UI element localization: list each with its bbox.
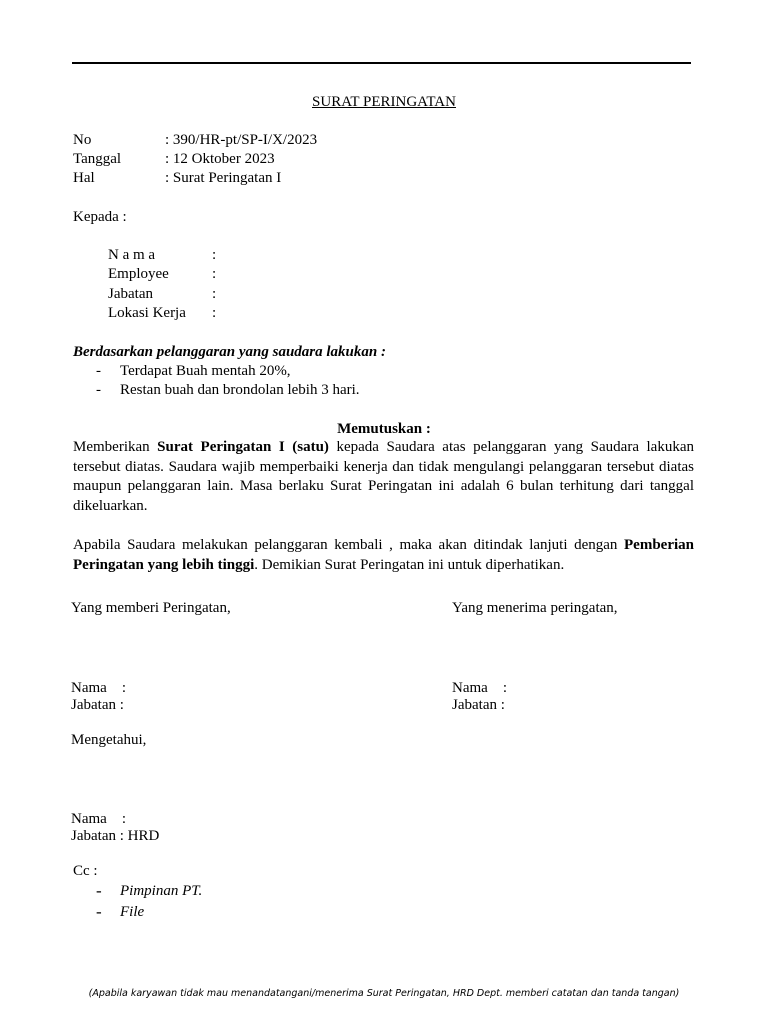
witness-caption: Mengetahui,	[71, 732, 147, 748]
meta-no-label: No	[73, 132, 92, 148]
cc-bullet: -	[96, 881, 102, 900]
recipient-name-label: N a m a	[108, 247, 156, 263]
giver-signature-caption: Yang memberi Peringatan,	[71, 600, 231, 616]
witness-position-field: Jabatan : HRD	[71, 828, 160, 844]
recipient-location-label: Lokasi Kerja	[108, 305, 186, 321]
meta-subject-label: Hal	[73, 170, 95, 186]
escalation-text: . Demikian Surat Peringatan ini untuk diperhatikan.	[254, 556, 565, 573]
meta-subject-value: : Surat Peringatan I	[165, 170, 282, 186]
meta-date-value: : 12 Oktober 2023	[165, 151, 275, 167]
document-title: SURAT PERINGATAN	[312, 94, 456, 110]
footnote: (Apabila karyawan tidak mau menandatangani/menerima Surat Peringatan, HRD Dept. memberi catatan dan tanda tangan)	[88, 988, 680, 999]
header-rule	[72, 62, 691, 64]
cc-bullet: -	[96, 902, 102, 921]
escalation-paragraph	[73, 536, 694, 575]
recipient-employee-label: Employee	[108, 266, 169, 282]
violation-bullet: -	[96, 382, 101, 398]
meta-no-value: : 390/HR-pt/SP-I/X/2023	[165, 132, 318, 148]
cc-item: File	[120, 904, 145, 920]
recipient-location-colon: :	[212, 305, 217, 321]
recipient-position-colon: :	[212, 286, 217, 302]
violation-item: Restan buah dan brondolan lebih 3 hari.	[120, 382, 360, 398]
recipient-name-colon: :	[212, 247, 217, 263]
decision-text: kepada Saudara atas pelanggaran yang Saudara lakukan tersebut diatas. Saudara wajib memperbaiki kenerja dan tidak mengulangi pelanggaran tersebut diatas maupun pelanggaran lain. Masa berlaku Surat Peringatan ini adalah 6 bulan terhitung dari tanggal dikeluarkan.	[73, 439, 694, 514]
recipient-employee-colon: :	[212, 266, 217, 282]
decision-heading: Memutuskan :	[337, 421, 431, 437]
cc-label: Cc :	[73, 863, 98, 879]
escalation-text: Apabila Saudara melakukan pelanggaran kembali , maka akan ditindak lanjuti dengan	[73, 537, 625, 553]
giver-position-field: Jabatan :	[71, 697, 124, 713]
escalation-emphasis: Pemberian Peringatan yang lebih tinggi	[73, 537, 694, 573]
meta-date-label: Tanggal	[73, 151, 122, 167]
cc-item: Pimpinan PT.	[120, 883, 203, 899]
violation-bullet: -	[96, 363, 101, 379]
recipient-position-label: Jabatan	[108, 286, 153, 302]
decision-text: Memberikan	[73, 439, 158, 455]
violation-item: Terdapat Buah mentah 20%,	[120, 363, 291, 379]
receiver-signature-caption: Yang menerima peringatan,	[452, 600, 618, 616]
kepada-label: Kepada :	[73, 209, 127, 225]
witness-name-field: Nama :	[71, 811, 126, 827]
decision-emphasis: Surat Peringatan I (satu)	[157, 439, 329, 455]
violation-heading: Berdasarkan pelanggaran yang saudara lakukan :	[73, 344, 386, 360]
receiver-position-field: Jabatan :	[452, 697, 505, 713]
decision-paragraph	[73, 438, 694, 516]
giver-name-field: Nama :	[71, 680, 126, 696]
receiver-name-field: Nama :	[452, 680, 507, 696]
